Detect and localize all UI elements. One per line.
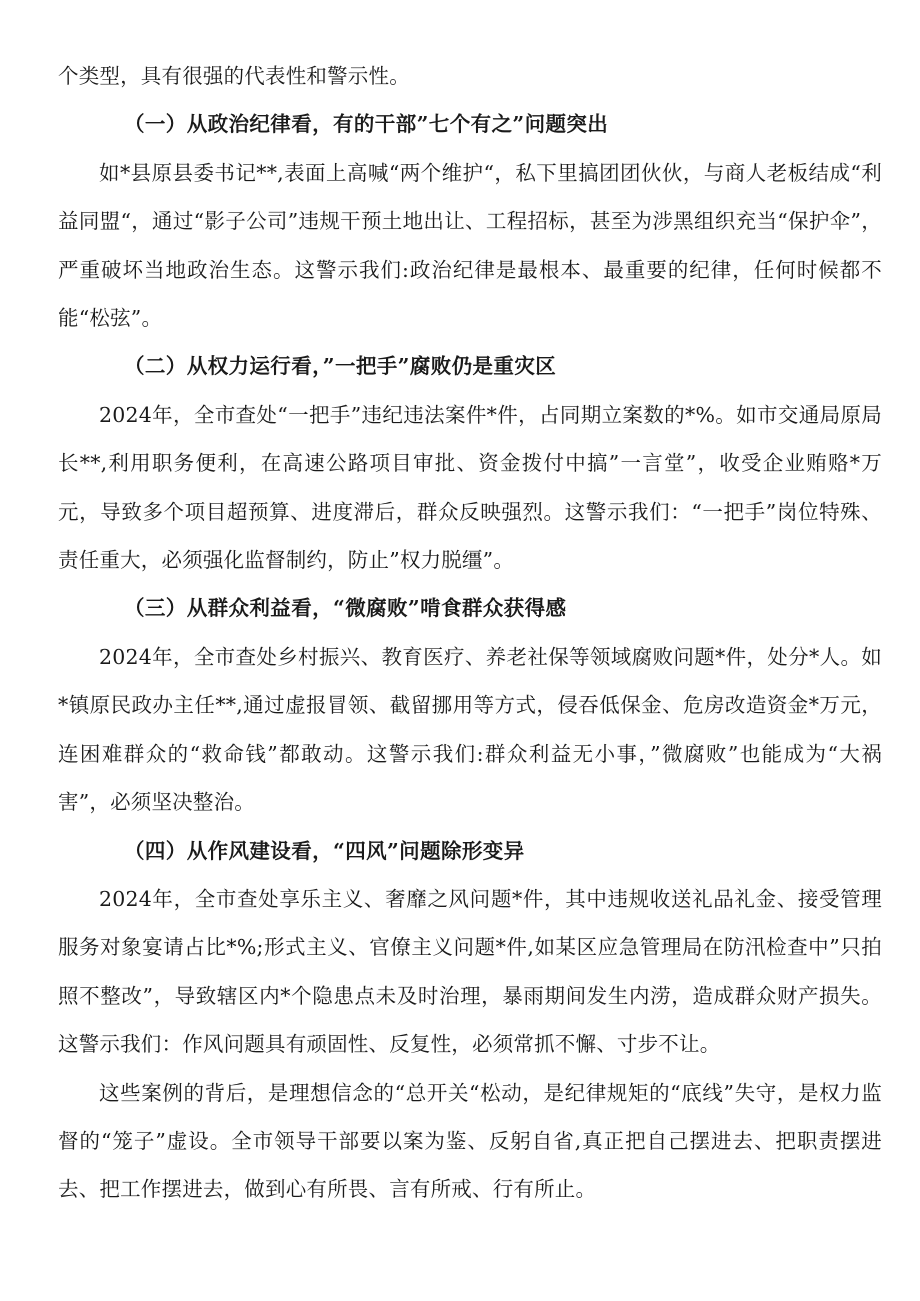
section-heading-1: （一）从政治纪律看，有的干部”七个有之”问题突出 <box>124 112 609 137</box>
section-body-1: 如*县原县委书记**,表面上高喊“两个维护“，私下里搞团团伙伙，与商人老板结成“利益同盟“，通过“影子公司”违规干预土地出让、工程招标，甚至为涉黑组织充当“保护伞”，严重破坏当地政治生态。这警示我们:政治纪律是最根本、最重要的纪律，任何时候都不能“松弦”。 <box>58 160 882 331</box>
section-heading-4: （四）从作风建设看，“四风”问题除形变异 <box>124 838 525 863</box>
conclusion-paragraph: 这些案例的背后，是理想信念的“总开关“松动，是纪律规矩的“底线”失守，是权力监督的“笼子”虚设。全市领导干部要以案为鉴、反躬自省,真正把自己摆进去、把职责摆进去、把工作摆进去，做到心有所畏、言有所戒、行有所止。 <box>58 1080 882 1202</box>
section-body-2: 2024年，全市查处“一把手”违纪违法案件*件，占同期立案数的*%。如市交通局原局长**,利用职务便利，在高速公路项目审批、资金拨付中搞”一言堂”，收受企业贿赂*万元，导致多个项目超预算、进度滞后，群众反映强烈。这警示我们：“一把手”岗位特殊、责任重大，必须强化监督制约，防止”权力脱缰”。 <box>58 402 882 573</box>
intro-fragment: 个类型，具有很强的代表性和警示性。 <box>58 64 410 88</box>
section-body-3: 2024年，全市查处乡村振兴、教育医疗、养老社保等领域腐败问题*件，处分*人。如*镇原民政办主任**,通过虚报冒领、截留挪用等方式，侵吞低保金、危房改造资金*万元，连困难群众的“救命钱”都敢动。这警示我们:群众利益无小事，”微腐败”也能成为“大祸害”，必须坚决整治。 <box>58 644 882 815</box>
section-heading-3: （三）从群众利益看，“微腐败”啃食群众获得感 <box>124 596 567 621</box>
document-page <box>58 52 882 1214</box>
section-heading-2: （二）从权力运行看，”一把手”腐败仍是重灾区 <box>124 354 557 379</box>
section-body-4: 2024年，全市查处享乐主义、奢靡之风问题*件，其中违规收送礼品礼金、接受管理服务对象宴请占比*%;形式主义、官僚主义问题*件,如某区应急管理局在防汛检查中”只拍照不整改”，导致辖区内*个隐患点未及时治理，暴雨期间发生内涝，造成群众财产损失。这警示我们：作风问题具有顽固性、反复性，必须常抓不懈、寸步不让。 <box>58 886 882 1057</box>
